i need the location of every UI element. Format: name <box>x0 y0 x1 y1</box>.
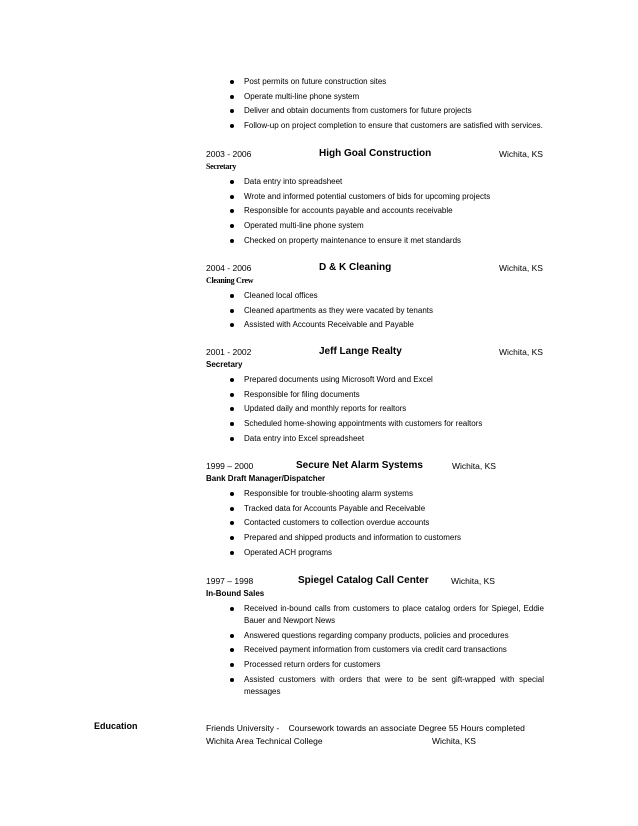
job-title: In-Bound Sales <box>206 589 265 598</box>
job-header <box>206 347 544 359</box>
bullet-icon <box>230 507 234 511</box>
previous-job-duties <box>206 76 546 135</box>
list-item: Assisted with Accounts Receivable and Payable <box>206 319 544 331</box>
list-item: Data entry into Excel spreadsheet <box>206 433 544 445</box>
job-header <box>206 263 544 275</box>
list-item: Assisted customers with orders that were to be sent gift-wrapped with special messages <box>206 674 544 698</box>
job-dates: 2003 - 2006 <box>206 149 252 159</box>
education-location: Wichita, KS <box>432 736 476 746</box>
bullet-icon <box>230 239 234 243</box>
job-entry <box>206 576 544 700</box>
bullet-icon <box>230 109 234 113</box>
job-duties <box>206 488 544 559</box>
list-item: Data entry into spreadsheet <box>206 176 544 188</box>
bullet-icon <box>230 393 234 397</box>
job-company: Spiegel Catalog Call Center <box>298 575 429 586</box>
job-company: Jeff Lange Realty <box>319 346 402 357</box>
bullet-icon <box>230 422 234 426</box>
list-item: Operate multi-line phone system <box>206 91 546 103</box>
bullet-icon <box>230 521 234 525</box>
list-item: Tracked data for Accounts Payable and Receivable <box>206 503 544 515</box>
list-item: Responsible for filing documents <box>206 389 544 401</box>
list-item: Operated multi-line phone system <box>206 220 544 232</box>
list-item: Checked on property maintenance to ensure it met standards <box>206 235 544 247</box>
bullet-icon <box>230 634 234 638</box>
job-company: D & K Cleaning <box>319 262 392 273</box>
job-dates: 2004 - 2006 <box>206 263 252 273</box>
education-section <box>206 722 546 748</box>
list-item: Responsible for accounts payable and accounts receivable <box>206 205 544 217</box>
bullet-icon <box>230 492 234 496</box>
list-item: Cleaned local offices <box>206 290 544 302</box>
job-entry <box>206 347 544 447</box>
job-duties <box>206 290 544 331</box>
job-duties <box>206 374 544 445</box>
bullet-icon <box>230 437 234 441</box>
education-entry-friends: Friends University - Coursework towards an associate Degree 55 Hours completed <box>206 723 525 733</box>
bullet-icon <box>230 663 234 667</box>
job-header <box>206 461 544 473</box>
bullet-icon <box>230 80 234 84</box>
job-header <box>206 149 544 161</box>
education-line <box>206 722 546 735</box>
list-item: Answered questions regarding company products, policies and procedures <box>206 630 544 642</box>
bullet-icon <box>230 224 234 228</box>
bullet-icon <box>230 309 234 313</box>
list-item: Prepared and shipped products and information to customers <box>206 532 544 544</box>
job-entry <box>206 149 544 249</box>
list-item: Deliver and obtain documents from customers for future projects <box>206 105 546 117</box>
job-location: Wichita, KS <box>452 461 496 471</box>
job-header <box>206 576 544 588</box>
bullet-icon <box>230 195 234 199</box>
bullet-icon <box>230 95 234 99</box>
job-location: Wichita, KS <box>499 347 543 357</box>
bullet-icon <box>230 209 234 213</box>
job-title: Secretary <box>206 360 243 369</box>
bullet-icon <box>230 607 234 611</box>
job-duties <box>206 603 544 698</box>
bullet-icon <box>230 323 234 327</box>
bullet-icon <box>230 551 234 555</box>
job-company: High Goal Construction <box>319 148 432 159</box>
education-line <box>206 735 546 748</box>
job-location: Wichita, KS <box>499 263 543 273</box>
job-title: Secretary <box>206 162 237 171</box>
job-entry <box>206 461 544 561</box>
job-dates: 1997 – 1998 <box>206 576 254 586</box>
bullet-icon <box>230 294 234 298</box>
list-item: Scheduled home-showing appointments with customers for realtors <box>206 418 544 430</box>
job-location: Wichita, KS <box>451 576 495 586</box>
list-item: Operated ACH programs <box>206 547 544 559</box>
list-item: Responsible for trouble-shooting alarm systems <box>206 488 544 500</box>
job-company: Secure Net Alarm Systems <box>296 460 423 471</box>
job-duties <box>206 176 544 247</box>
list-item: Post permits on future construction sites <box>206 76 546 88</box>
list-item: Updated daily and monthly reports for realtors <box>206 403 544 415</box>
job-dates: 2001 - 2002 <box>206 347 252 357</box>
education-school: Wichita Area Technical College <box>206 736 323 746</box>
job-dates: 1999 – 2000 <box>206 461 254 471</box>
bullet-icon <box>230 407 234 411</box>
bullet-icon <box>230 536 234 540</box>
bullet-icon <box>230 678 234 682</box>
list-item: Cleaned apartments as they were vacated by tenants <box>206 305 544 317</box>
list-item: Contacted customers to collection overdue accounts <box>206 517 544 529</box>
list-item: Received payment information from customers via credit card transactions <box>206 644 544 656</box>
bullet-icon <box>230 378 234 382</box>
list-item: Received in-bound calls from customers to place catalog orders for Spiegel, Eddie Bauer and Newport News <box>206 603 544 627</box>
list-item: Prepared documents using Microsoft Word and Excel <box>206 374 544 386</box>
job-title: Cleaning Crew <box>206 276 254 285</box>
job-location: Wichita, KS <box>499 149 543 159</box>
top-bullet-list <box>206 76 546 132</box>
list-item: Wrote and informed potential customers of bids for upcoming projects <box>206 191 544 203</box>
list-item: Processed return orders for customers <box>206 659 544 671</box>
bullet-icon <box>230 180 234 184</box>
job-entry <box>206 263 544 334</box>
job-title: Bank Draft Manager/Dispatcher <box>206 474 326 483</box>
education-heading: Education <box>94 721 138 731</box>
bullet-icon <box>230 648 234 652</box>
bullet-icon <box>230 124 234 128</box>
list-item: Follow-up on project completion to ensure that customers are satisfied with services. <box>206 120 546 132</box>
